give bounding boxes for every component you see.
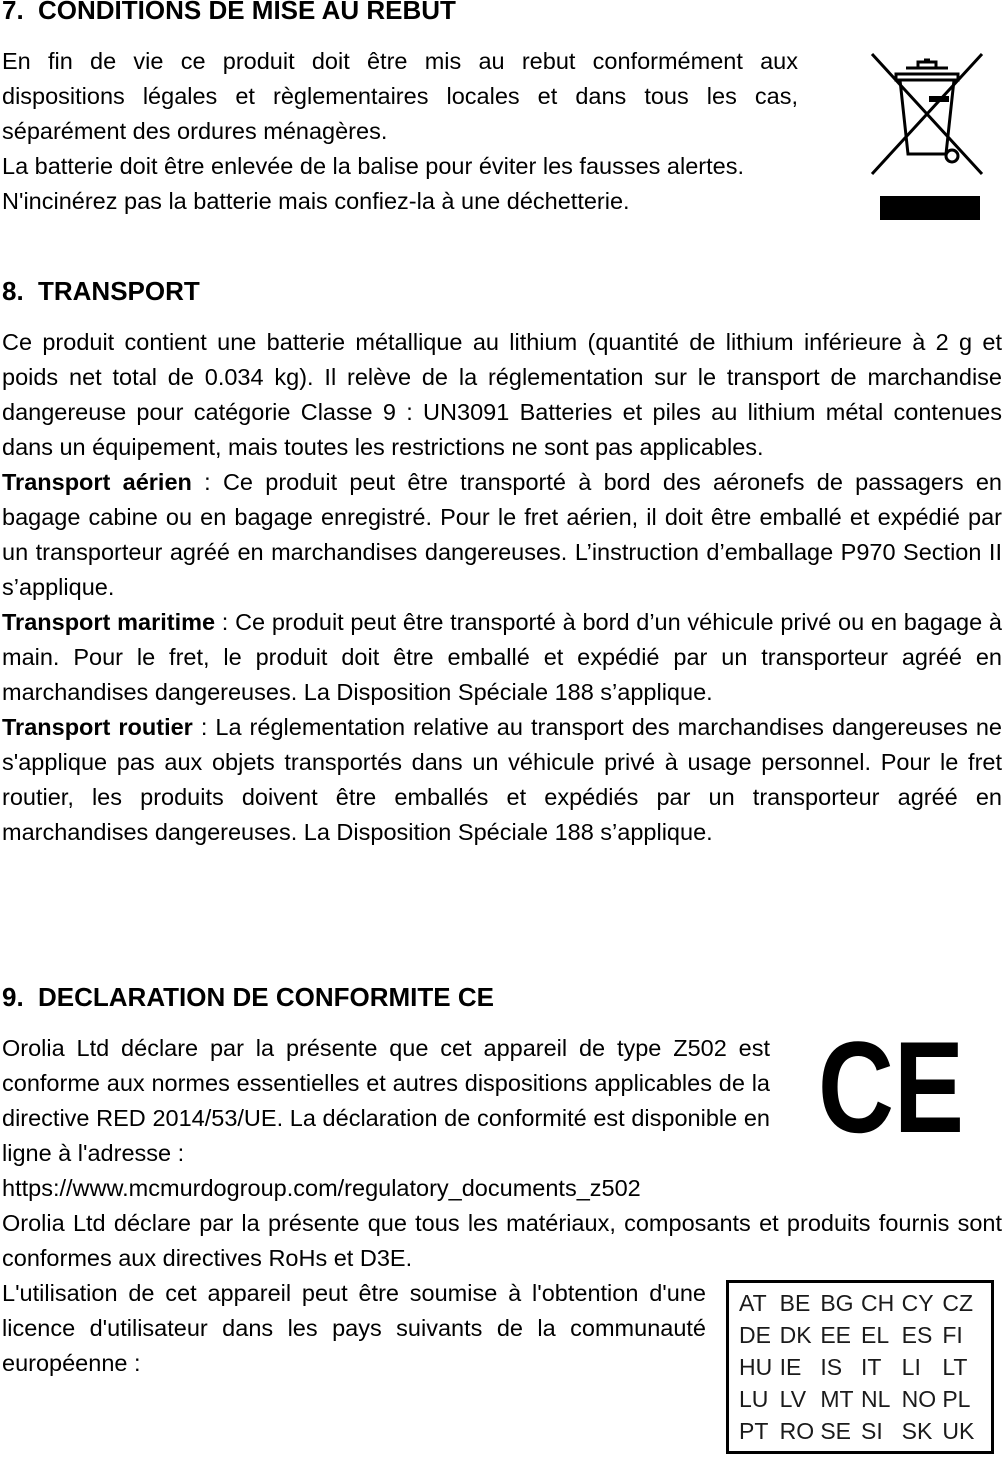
air-transport-paragraph [2,465,1002,605]
road-transport-paragraph [2,710,1002,850]
country-code: SI [861,1418,883,1444]
sea-transport-text: : Ce produit peut être transporté à bord d’un véhicule privé ou en bagage à main. Pour le fret, le produit doit être emballé et expédié par un transporteur agréé en marchandises dangereuses. La Disposition Spéciale 188 s’applique. [2,609,1002,705]
section-7-body [2,44,798,219]
country-code: LV [779,1386,807,1412]
country-code: BG [820,1290,854,1316]
sea-transport-label: Transport maritime [2,609,216,635]
country-code: LU [739,1386,769,1412]
battery-removal-paragraph: La batterie doit être enlevée de la balise pour éviter les fausses alertes. [2,153,744,179]
country-code: UK [942,1418,975,1444]
country-code: EL [861,1322,890,1348]
country-code: AT [739,1290,767,1316]
section-8-body [2,325,1002,850]
country-code: PL [942,1386,971,1412]
conformity-text: Orolia Ltd déclare par la présente que cet appareil de type Z502 est conforme aux normes essentielles et autres dispositions applicables de la directive RED 2014/53/UE. La déclaration de conformité est disponible en ligne à l'adresse : [2,1035,770,1166]
country-code: CZ [942,1290,973,1316]
road-transport-label: Transport routier [2,714,193,740]
country-code: HU [739,1354,773,1380]
section-number: 9. [2,982,24,1012]
section-7-heading [2,0,456,26]
country-code: CY [901,1290,934,1316]
country-code: MT [820,1386,854,1412]
section-8-heading [2,275,200,307]
section-title: TRANSPORT [38,276,200,306]
ce-mark-icon [816,1014,966,1160]
conformity-url[interactable]: https://www.mcmurdogroup.com/regulatory_documents_z502 [2,1175,641,1201]
section-title: CONDITIONS DE MISE AU REBUT [38,0,456,25]
licence-paragraph: L'utilisation de cet appareil peut être soumise à l'obtention d'une licence d'utilisateur dans les pays suivants de la communauté européenne : [2,1280,706,1376]
section-title: DECLARATION DE CONFORMITE CE [38,982,494,1012]
country-code: SE [820,1418,852,1444]
air-transport-label: Transport aérien [2,469,192,495]
country-code: IS [820,1354,843,1380]
country-code: SK [901,1418,933,1444]
air-transport-text: : Ce produit peut être transporté à bord des aéronefs de passagers en bagage cabine ou en bagage enregistré. Pour le fret aérien, il doit être emballé et expédié par un transporteur agréé en marchandises dangereuses. L’instruction d’emballage P970 Section II s’applique. [2,469,1002,600]
country-code: PT [739,1418,769,1444]
section-9-heading [2,981,494,1013]
crossed-out-wheelie-bin-icon [866,46,988,226]
conformity-declaration-paragraph [2,1031,770,1171]
country-code: EE [820,1322,852,1348]
country-code: FI [942,1322,963,1348]
section-number: 8. [2,276,24,306]
ce-mark-text: CE [818,1014,964,1160]
disposal-paragraph: En fin de vie ce produit doit être mis au rebut conformément aux dispositions légales et règlementaires locales et dans tous les cas, séparément des ordures ménagères. [2,48,798,144]
country-code: DK [779,1322,812,1348]
sea-transport-paragraph [2,605,1002,710]
country-code: ES [901,1322,933,1348]
incineration-paragraph: N'incinérez pas la batterie mais confiez-la à une déchetterie. [2,188,630,214]
transport-intro-paragraph: Ce produit contient une batterie métallique au lithium (quantité de lithium inférieure à 2 g et poids net total de 0.034 kg). Il relève de la réglementation sur le transport de marchandise dangereuse pour catégorie Classe 9 : UN3091 Batteries et piles au lithium métal contenues dans un équipement, mais toutes les restrictions ne sont pas applicables. [2,329,1002,460]
section-number: 7. [2,0,24,25]
rohs-paragraph: Orolia Ltd déclare par la présente que tous les matériaux, composants et produits fournis sont conformes aux directives RoHs et D3E. [2,1210,1002,1271]
country-code: BE [779,1290,811,1316]
country-code: CH [861,1290,895,1316]
country-code: IT [861,1354,882,1380]
country-code: IE [779,1354,802,1380]
countries-table [726,1280,994,1454]
country-code: NL [861,1386,891,1412]
country-code: NO [901,1386,937,1412]
country-code: DE [739,1322,771,1348]
country-code: LT [942,1354,968,1380]
road-transport-text: : La réglementation relative au transport des marchandises dangereuses ne s'applique pas aux objets transportés dans un véhicule privé à usage personnel. Pour le fret routier, les produits doivent être emballés et expédiés par un transporteur agréé en marchandises dangereuses. La Disposition Spéciale 188 s’applique. [2,714,1002,845]
country-code: LI [901,1354,921,1380]
country-code: RO [779,1418,815,1444]
